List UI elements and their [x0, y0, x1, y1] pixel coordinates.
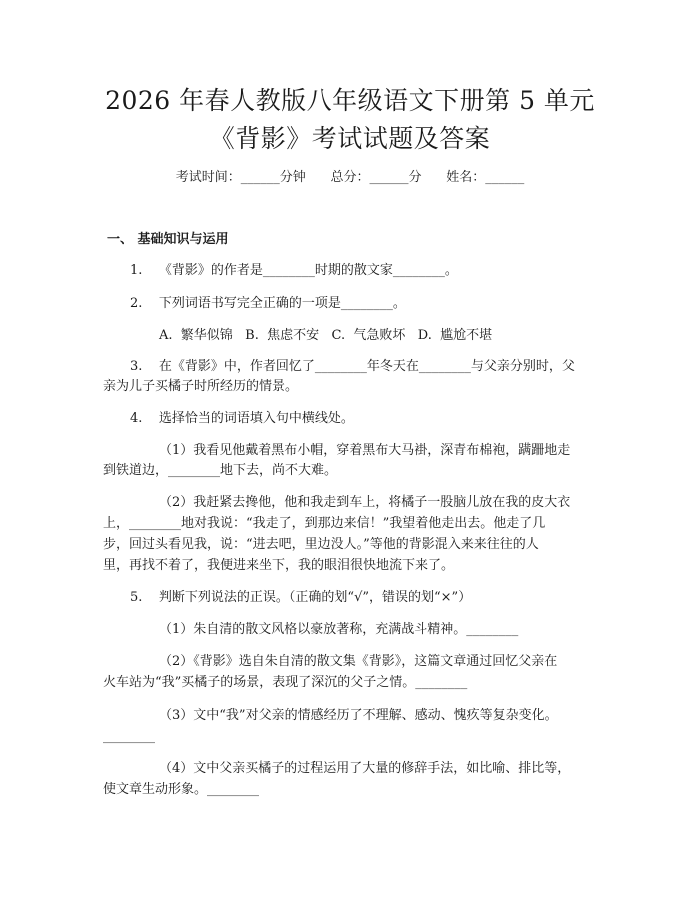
doc-title-line1: 2026 年春人教版八年级语文下册第 5 单元: [105, 86, 595, 115]
question-4-2-line4: 里，再找不着了，我便进来坐下，我的眼泪很快地流下来了。: [103, 558, 455, 573]
question-5-3-line1: （3）文中“我”对父亲的情感经历了不理解、感动、愧疚等复杂变化。: [159, 708, 558, 723]
doc-title-line2: 《背影》考试试题及答案: [209, 124, 491, 153]
question-1: 1. 《背影》的作者是________时期的散文家________。: [130, 263, 458, 278]
question-5-2-line1: （2）《背影》选自朱自清的散文集《背影》，这篇文章通过回忆父亲在: [159, 654, 558, 669]
question-2: 2. 下列词语书写完全正确的一项是________。: [130, 296, 406, 311]
question-4-2-line1: （2）我赶紧去搀他，他和我走到车上，将橘子一股脑儿放在我的皮大衣: [159, 495, 571, 510]
question-5-3-line2: ________: [103, 729, 155, 744]
exam-info-text: 考试时间：______分钟 总分：______分 姓名：______: [175, 170, 525, 185]
question-4-1-line1: （1）我看见他戴着黑布小帽，穿着黑布大马褂，深青布棉袍，蹒跚地走: [159, 443, 571, 458]
question-5-1: （1）朱自清的散文风格以豪放著称，充满战斗精神。________: [159, 622, 519, 637]
question-5-4-line2: 使文章生动形象。________: [103, 782, 260, 797]
question-4-2-line2: 上，________地对我说：“我走了，到那边来信！”我望着他走出去。他走了几: [103, 516, 546, 531]
question-5: 5. 判断下列说法的正误。（正确的划“√”，错误的划“×”）: [130, 590, 472, 605]
question-5-4-line1: （4）文中父亲买橘子的过程运用了大量的修辞手法，如比喻、排比等，: [159, 761, 571, 776]
exam-info-line: [0, 168, 700, 188]
question-3-line2: 亲为儿子买橘子时所经历的情景。: [103, 379, 299, 394]
section-heading-basics: 一、 基础知识与运用: [107, 232, 229, 247]
question-3-line1: 3. 在《背影》中，作者回忆了________年冬天在________与父亲分别时，父: [130, 359, 575, 374]
question-5-2-line2: 火车站为“我”买橘子的场景，表现了深沉的父子之情。________: [103, 675, 468, 690]
question-2-options: A. 繁华似锦 B. 焦虑不安 C. 气急败坏 D. 尴尬不堪: [159, 328, 493, 343]
question-4: 4. 选择恰当的词语填入句中横线处。: [130, 411, 354, 426]
question-4-1-line2: 到铁道边，________地下去，尚不大难。: [103, 463, 338, 478]
question-4-2-line3: 步，回过头看见我，说：“进去吧，里边没人。”等他的背影混入来来往往的人: [103, 537, 539, 552]
